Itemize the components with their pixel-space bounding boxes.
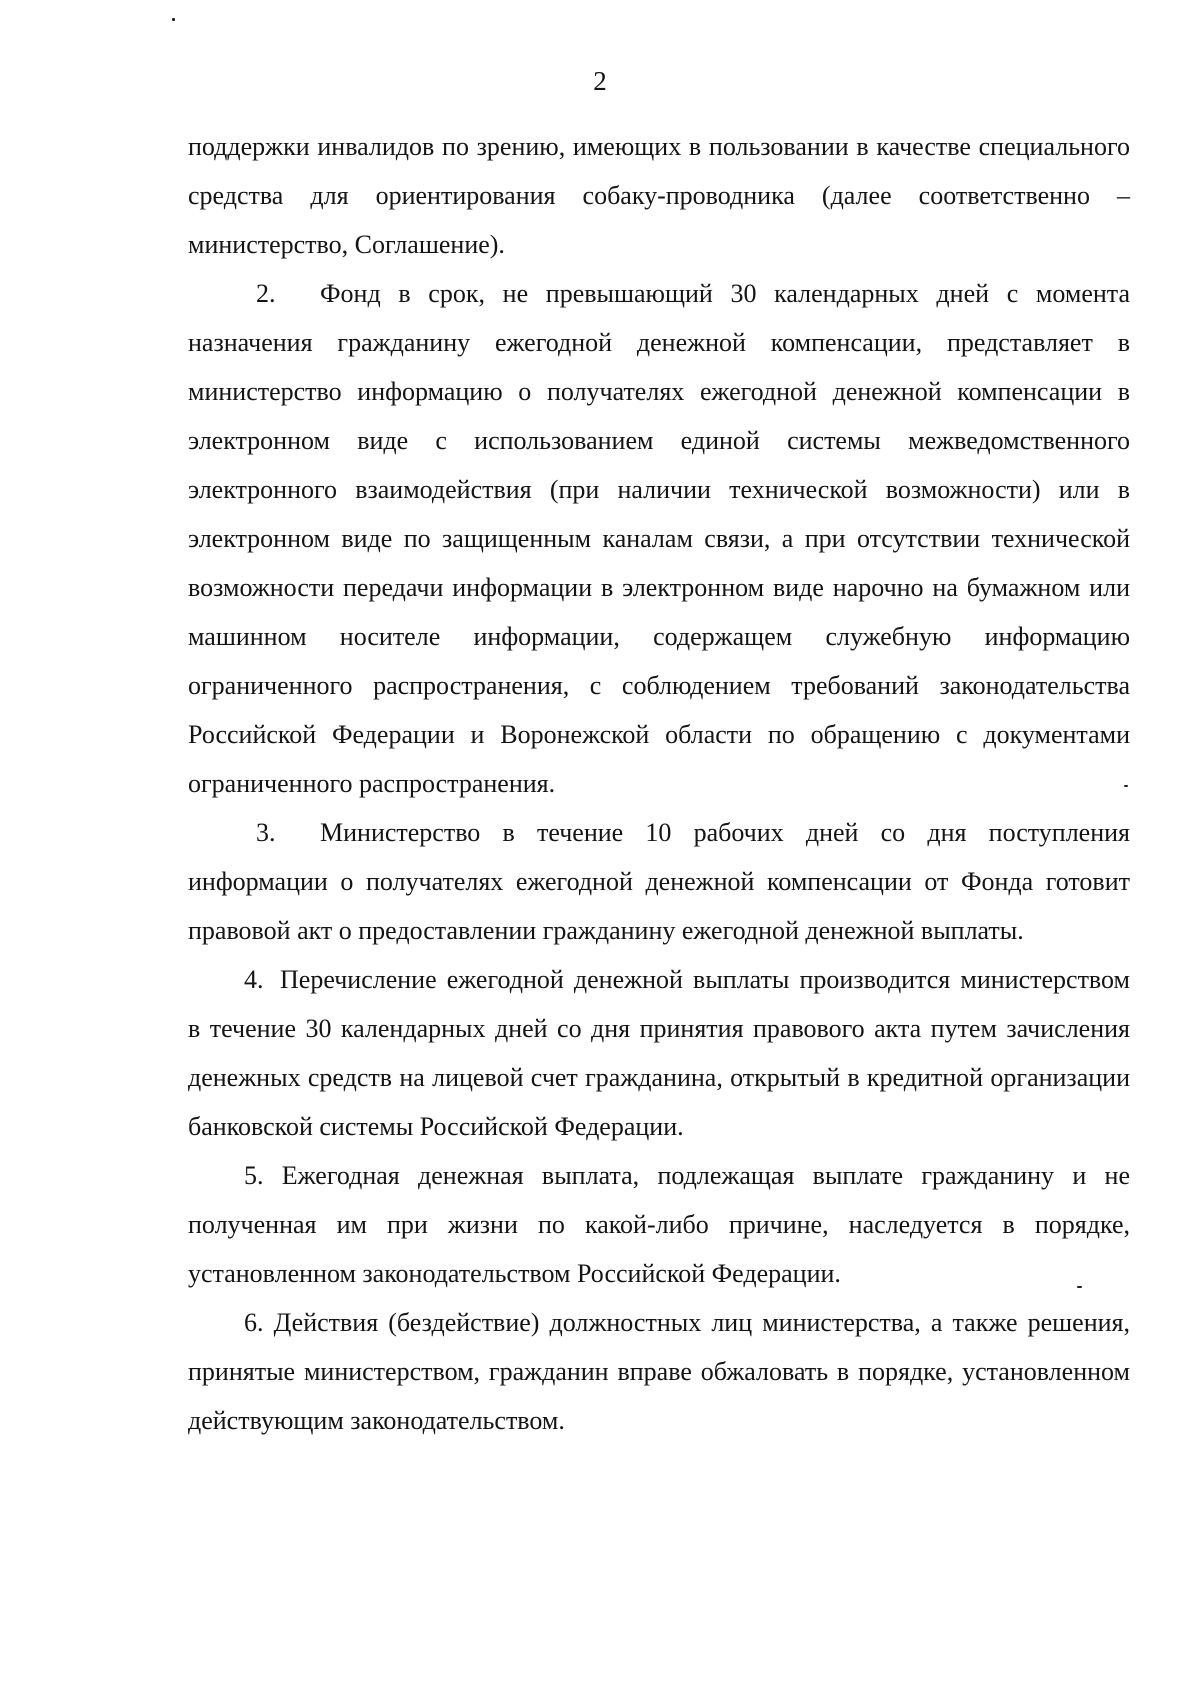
paragraph-text: Министерство в течение 10 рабочих дней со дня поступления информации о получателях ежегодной денежной компенсации от Фонда готовит правовой акт о предоставлении гражданину ежегодной денежной выплаты.: [188, 818, 1130, 945]
paragraph-6: [188, 1298, 1130, 1445]
page-number: 2: [593, 66, 607, 96]
paragraph-text: поддержки инвалидов по зрению, имеющих в пользовании в качестве специального средства для ориентирования собаку-проводника (далее соответственно – министерство, Соглашение).: [188, 132, 1130, 259]
paragraph-text: Фонд в срок, не превышающий 30 календарных дней с момента назначения гражданину ежегодной денежной компенсации, представляет в министерство информацию о получателях ежегодной денежной компенсации в электронном виде с использованием единой системы межведомственного электронного взаимодействия (при наличии технической возможности) или в электронном виде по защищенным каналам связи, а при отсутствии технической возможности передачи информации в электронном виде нарочно на бумажном или машинном носителе информации, содержащем служебную информацию ограниченного распространения, с соблюдением требований законодательства Российской Федерации и Воронежской области по обращению с документами ограниченного распространения.: [188, 279, 1130, 798]
paragraph-number: 2.: [256, 279, 276, 308]
paragraph-5: [188, 1151, 1130, 1298]
scan-speck: [172, 18, 175, 21]
paragraph-number: 3.: [256, 818, 276, 847]
paragraph-text: 5. Ежегодная денежная выплата, подлежащая выплате гражданину и не полученная им при жизни по какой-либо причине, наследуется в порядке, установленном законодательством Российской Федерации.: [188, 1161, 1130, 1288]
paragraph-2: [188, 269, 1130, 808]
paragraph-text: Перечисление ежегодной денежной выплаты производится министерством в течение 30 календарных дней со дня принятия правового акта путем зачисления денежных средств на лицевой счет гражданина, открытый в кредитной организации банковской системы Российской Федерации.: [188, 965, 1130, 1141]
paragraph-text: 6. Действия (бездействие) должностных лиц министерства, а также решения, принятые министерством, гражданин вправе обжаловать в порядке, установленном действующим законодательством.: [188, 1308, 1130, 1435]
document-body: [188, 122, 1130, 1445]
paragraph-1-continuation: [188, 122, 1130, 269]
paragraph-4: [188, 955, 1130, 1151]
paragraph-3: [188, 808, 1130, 955]
paragraph-number: 4.: [244, 965, 264, 994]
